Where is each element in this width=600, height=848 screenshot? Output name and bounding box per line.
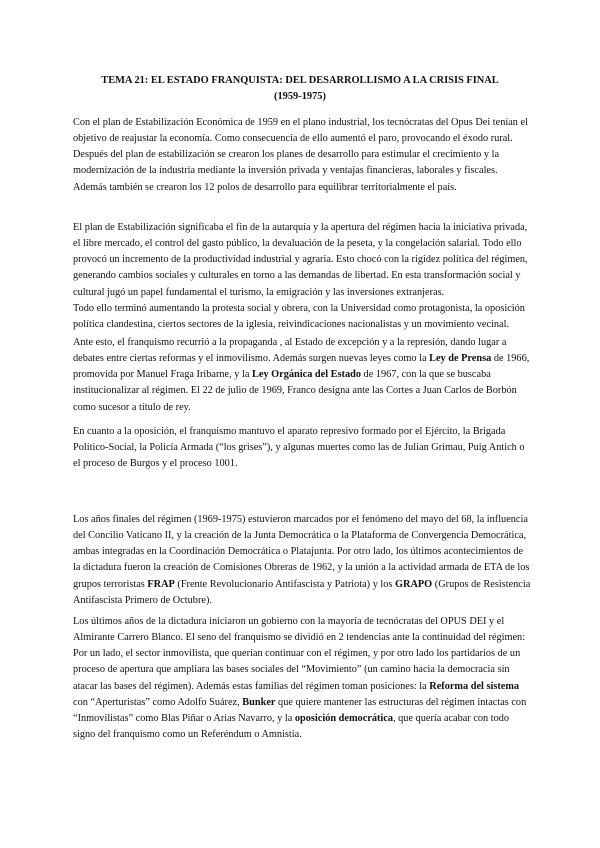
paragraph-end-of-autarky	[73, 220, 533, 333]
bold-term-frap: FRAP	[147, 578, 175, 590]
bold-term-reforma-del-sistema: Reforma del sistema	[429, 680, 520, 692]
bold-term-bunker: Bunker	[242, 696, 276, 708]
bold-term-ley-organica: Ley Orgánica del Estado	[252, 369, 361, 381]
title-line-1: TEMA 21: EL ESTADO FRANQUISTA: DEL DESARROLLISMO A LA CRISIS FINAL	[101, 75, 499, 86]
paragraph-text: (Grupos de Resistencia Antifascista Primero de Octubre).	[73, 578, 531, 606]
bold-term-ley-de-prensa: Ley de Prensa	[429, 353, 492, 365]
paragraph-stabilization-plan	[73, 115, 533, 196]
paragraph-propaganda-and-laws	[73, 335, 533, 416]
paragraph-text: (Frente Revolucionario Antifascista y Patriota) y los	[174, 578, 396, 590]
paragraph-text: , que quería acabar con todo signo del franquismo como un Referéndum o Amnistía.	[73, 712, 510, 741]
bold-term-grapo: GRAPO	[395, 578, 433, 590]
page-title	[60, 73, 540, 104]
paragraph-text: El plan de Estabilización significaba el fin de la autarquía y la apertura del régimen hacia la iniciativa privada, el libre mercado, el control del gasto público, la devaluación de la peseta, y la congelación salarial. Todo ello provocó un incremento de la productividad industrial y agraria. Esto chocó con la rigidez política del régimen, generando cambios sociales y culturales en torno a las demandas de libertad. En esta transformación social y cultural jugó un papel fundamental el turismo, la emigración y las inversiones extranjeras.	[73, 222, 528, 298]
paragraph-final-years	[73, 512, 533, 609]
paragraph-text: Los últimos años de la dictadura iniciaron un gobierno con la mayoría de tecnócratas del OPUS DEI y el Almirante Carrero Blanco. El seno del franquismo se dividió en 2 tendencias ante la continuidad del régimen: Por un lado, el sector inmovilista, que querían continuar con el régimen, y por otro lado los partidarios de un proceso de apertura que ampliara las bases sociales del “Movimiento” (un camino hacia la democracia sin atacar las bases del régimen). Además estas familias del régimen toman posiciones: la	[73, 616, 526, 692]
paragraph-text: Ante esto, el franquismo recurrió a la propaganda , al Estado de excepción y a la represión, dando lugar a debates entre ciertas reformas y el inmovilismo. Además surgen nuevas leyes como la	[73, 337, 507, 365]
paragraph-text: Todo ello terminó aumentando la protesta social y obrera, con la Universidad como protagonista, la oposición política clandestina, ciertos sectores de la iglesia, reivindicaciones nacionalistas y un movimiento vecinal.	[73, 302, 525, 330]
paragraph-repression	[73, 424, 533, 472]
bold-term-oposicion-democratica: oposición democrática	[294, 712, 393, 724]
paragraph-regime-tendencies	[73, 614, 533, 743]
paragraph-text: Los años finales del régimen (1969-1975) estuvieron marcados por el fenómeno del mayo del 68, la influencia del Concilio Vaticano II, y la creación de la Junta Democrática o la Plataforma de Convergencia Democrática, ambas integradas en la Coordinación Democrática o Platajunta. Por otro lado, los últimos acontecimientos de la dictadura fueron la creación de Comisiones Obreras de 1962, y la unión a la actividad armada de ETA de los grupos terroristas	[73, 514, 530, 590]
paragraph-text: que quiere mantener las estructuras del régimen intactas con “Inmovilistas” como Blas Piñar o Arias Navarro, y la	[73, 696, 527, 724]
paragraph-text: con “Aperturistas” como Adolfo Suárez,	[73, 696, 243, 708]
paragraph-text: de 1967, con la que se buscaba institucionalizar al régimen. El 22 de julio de 1969, Franco designa ante las Cortes a Juan Carlos de Borbón como sucesor a título de rey.	[73, 369, 517, 413]
paragraph-text: Con el plan de Estabilización Económica de 1959 en el plano industrial, los tecnócratas del Opus Dei tenían el objetivo de reajustar la economía. Como consecuencia de ello aumentó el paro, provocando el éxodo rural. Después del plan de estabilización se crearon los planes de desarrollo para estimular el crecimiento y la modernización de la industria mediante la inversión privada y ventajas financieras, laborales y fiscales. Además también se crearon los 12 polos de desarrollo para equilibrar territorialmente el país.	[73, 117, 528, 193]
paragraph-text: de 1966, promovida por Manuel Fraga Iribarne, y la	[73, 353, 530, 381]
title-line-2: (1959-1975)	[274, 90, 326, 102]
paragraph-text: En cuanto a la oposición, el franquismo mantuvo el aparato represivo formado por el Ejército, la Brigada Político-Social, la Policía Armada (“los grises”), y algunas muertes como las de Julian Grimau, Puig Antich o el proceso de Burgos y el proceso 1001.	[73, 426, 525, 470]
